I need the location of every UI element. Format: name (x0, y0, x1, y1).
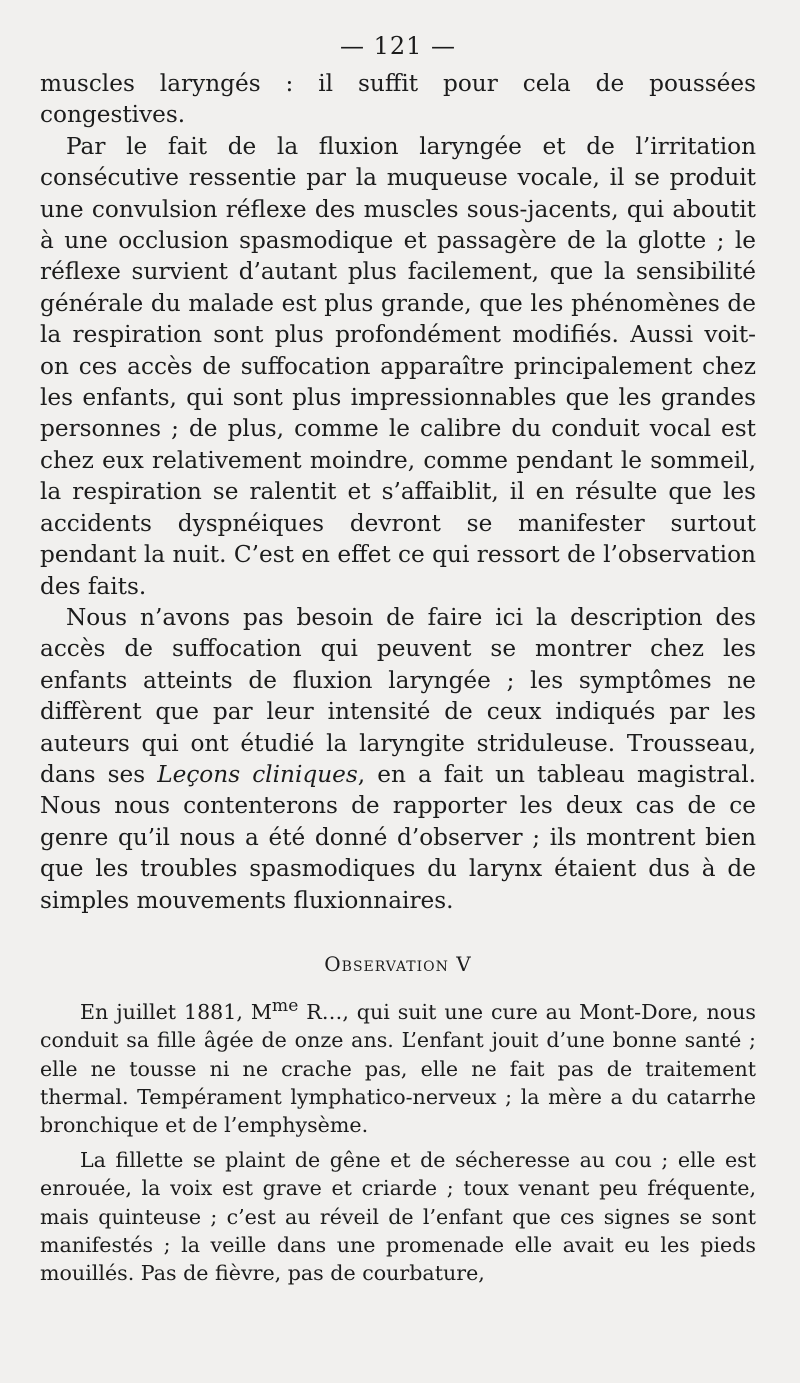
book-title-italic: Leçons cliniques (157, 760, 358, 788)
honorific-superscript: me (271, 995, 299, 1016)
paragraph-2: Par le fait de la fluxion laryngée et de l’irritation consécutive ressentie par la muqueuse vocale, il se produit une convulsion réflexe des muscles sous-jacents, qui aboutit à une occlusion spasmodique et passagère de la glotte ; le réflexe survient d’autant plus facilement, que la sensibilité générale du malade est plus grande, que les phénomènes de la respiration sont plus profondément modifiés. Aussi voit-on ces accès de suffocation apparaître principalement chez les enfants, qui sont plus impressionnables que les grandes personnes ; de plus, comme le calibre du conduit vocal est chez eux relativement moindre, comme pendant le sommeil, la respiration se ralentit et s’affaiblit, il en résulte que les accidents dyspnéiques devront se manifester surtout pendant la nuit. C’est en effet ce qui ressort de l’observation des faits. (40, 132, 756, 600)
observation-paragraph-1-after: R…, qui suit une cure au Mont-Dore, nous conduit sa fille âgée de onze ans. L’enfant jouit d’une bonne santé ; elle ne tousse ni ne crache pas, elle ne fait pas de traitement thermal. Tempérament lymphatico-nerveux ; la mère a du catarrhe bronchique et de l’emphysème. (40, 999, 756, 1138)
paragraph-3-text-after: , en a fait un tableau magistral. Nous nous contenterons de rapporter les deux cas de ce genre qu’il nous a été donné d’observer ; ils montrent bien que les troubles spasmodiques du larynx étaient dus à de simples mouvements fluxionnaires. (40, 760, 757, 914)
observation-title: Observation V (324, 951, 472, 976)
observation-paragraph-1 (40, 992, 756, 1140)
paragraph-1: muscles laryngés : il suffit pour cela de poussées congestives. (40, 70, 756, 129)
page-number: — 121 — (339, 32, 457, 60)
observation-paragraph-2: La fillette se plaint de gêne et de sécheresse au cou ; elle est enrouée, la voix est grave et criarde ; toux venant peu fréquente, mais quinteuse ; c’est au réveil de l’enfant que ces signes se sont manifestés ; la veille dans une promenade elle avait eu les pieds mouillés. Pas de fièvre, pas de courbature, (40, 1147, 756, 1286)
paragraph-3-text-before: Nous n’avons pas besoin de faire ici la description des accès de suffocation qui peuvent se montrer chez les enfants atteints de fluxion laryngée ; les symptômes ne diffèrent que par leur intensité de ceux indiqués par les auteurs qui ont étudié la laryngite striduleuse. Trousseau, dans ses (40, 603, 756, 788)
paragraph-3 (40, 602, 756, 916)
observation-paragraph-1-before: En juillet 1881, M (80, 999, 272, 1024)
